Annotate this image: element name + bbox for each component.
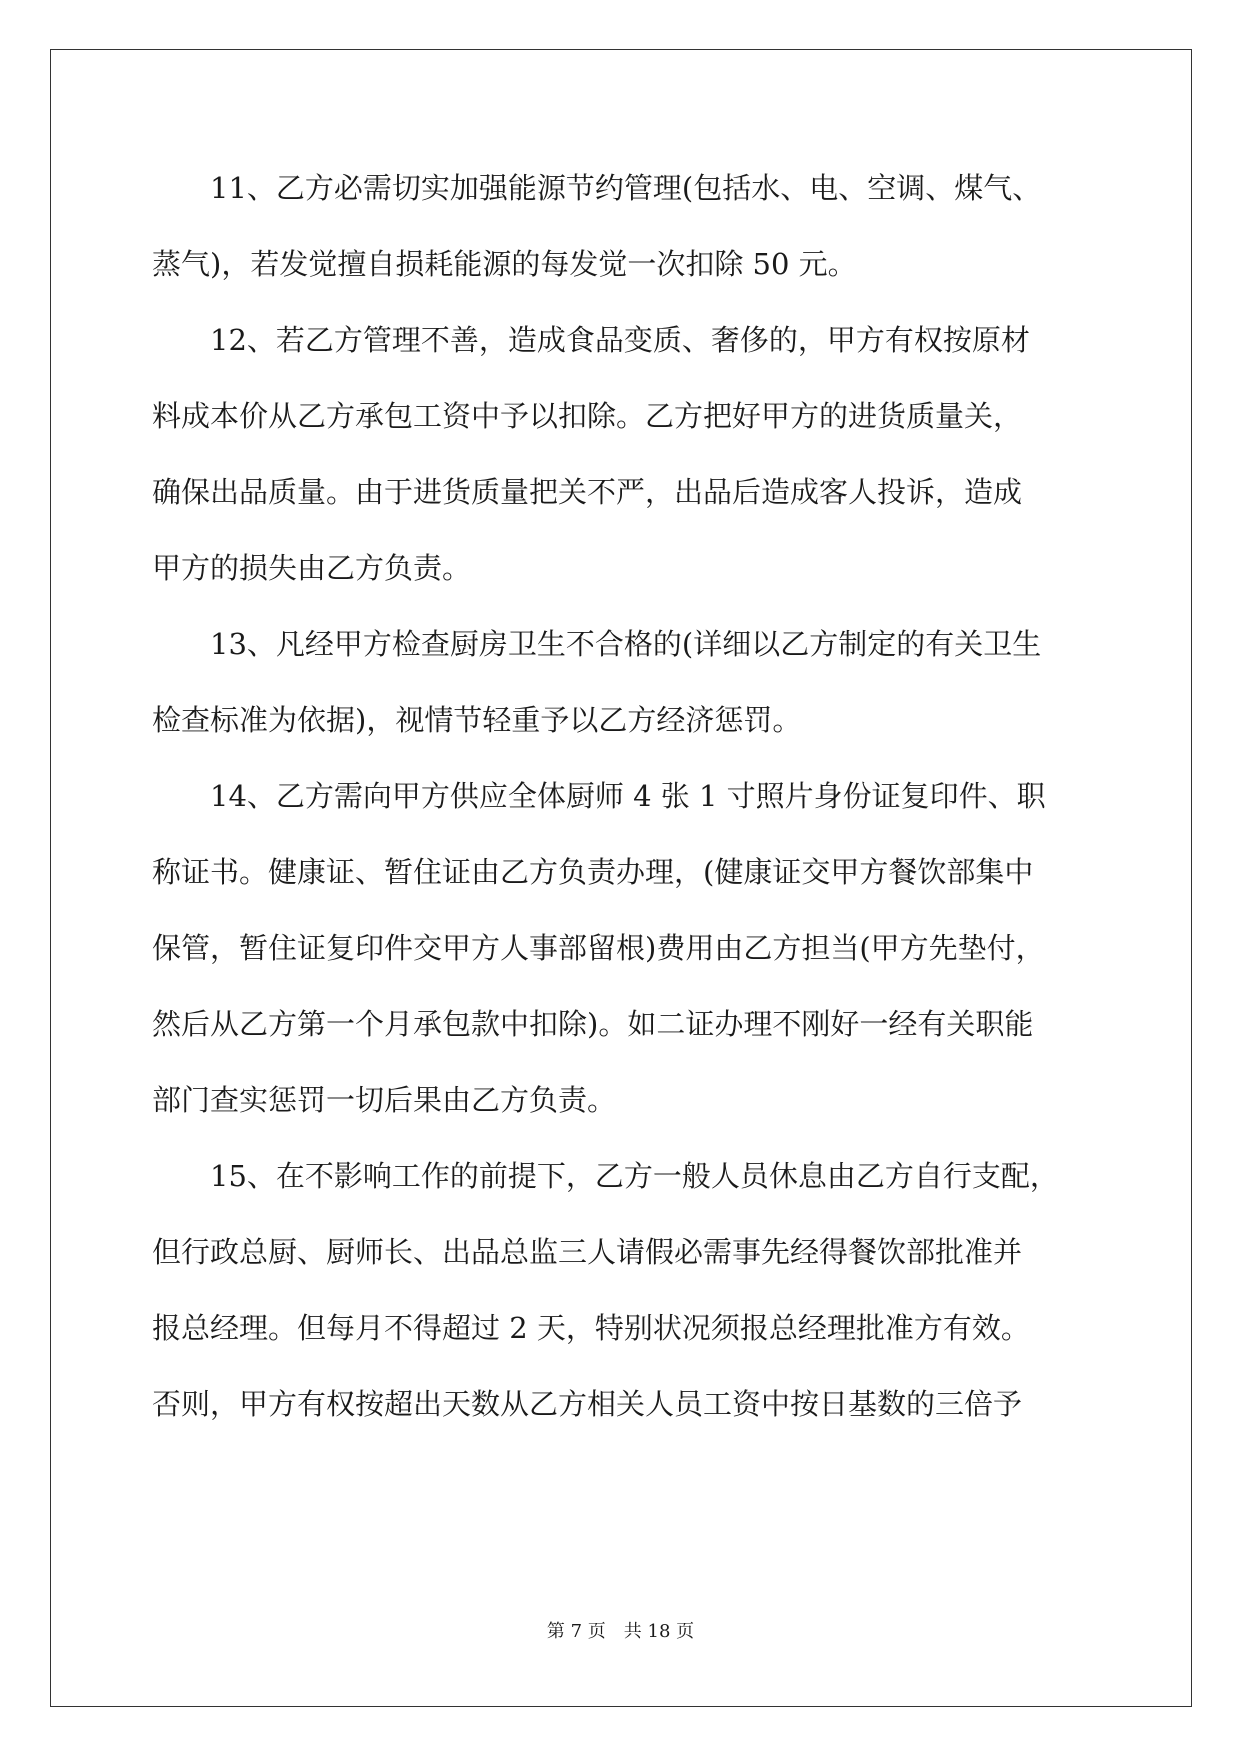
text-line: 12、若乙方管理不善，造成食品变质、奢侈的，甲方有权按原材 bbox=[152, 323, 1030, 357]
text-line: 13、凡经甲方检查厨房卫生不合格的(详细以乙方制定的有关卫生 bbox=[152, 627, 1042, 661]
text-line: 确保出品质量。由于进货质量把关不严，出品后造成客人投诉，造成 bbox=[152, 475, 1023, 509]
text-line: 报总经理。但每月不得超过 2 天，特别状况须报总经理批准方有效。 bbox=[152, 1311, 1030, 1345]
text-line: 部门查实惩罚一切后果由乙方负责。 bbox=[152, 1083, 617, 1117]
text-line: 14、乙方需向甲方供应全体厨师 4 张 1 寸照片身份证复印件、职 bbox=[152, 779, 1046, 813]
text-line: 保管，暂住证复印件交甲方人事部留根)费用由乙方担当(甲方先垫付， bbox=[152, 931, 1045, 965]
text-line: 然后从乙方第一个月承包款中扣除)。如二证办理不刚好一经有关职能 bbox=[152, 1007, 1034, 1041]
page-number-footer: 第 7 页 共 18 页 bbox=[546, 1621, 695, 1642]
text-line: 料成本价从乙方承包工资中予以扣除。乙方把好甲方的进货质量关， bbox=[152, 399, 1023, 433]
text-line: 11、乙方必需切实加强能源节约管理(包括水、电、空调、煤气、 bbox=[152, 171, 1042, 205]
text-line: 15、在不影响工作的前提下，乙方一般人员休息由乙方自行支配， bbox=[152, 1159, 1059, 1193]
text-line: 蒸气)，若发觉擅自损耗能源的每发觉一次扣除 50 元。 bbox=[152, 247, 857, 281]
text-line: 称证书。健康证、暂住证由乙方负责办理，(健康证交甲方餐饮部集中 bbox=[152, 855, 1034, 889]
text-line: 甲方的损失由乙方负责。 bbox=[152, 551, 472, 585]
text-line: 否则，甲方有权按超出天数从乙方相关人员工资中按日基数的三倍予 bbox=[152, 1387, 1023, 1421]
text-line: 检查标准为依据)，视情节轻重予以乙方经济惩罚。 bbox=[152, 703, 802, 737]
text-line: 但行政总厨、厨师长、出品总监三人请假必需事先经得餐饮部批准并 bbox=[152, 1235, 1023, 1269]
